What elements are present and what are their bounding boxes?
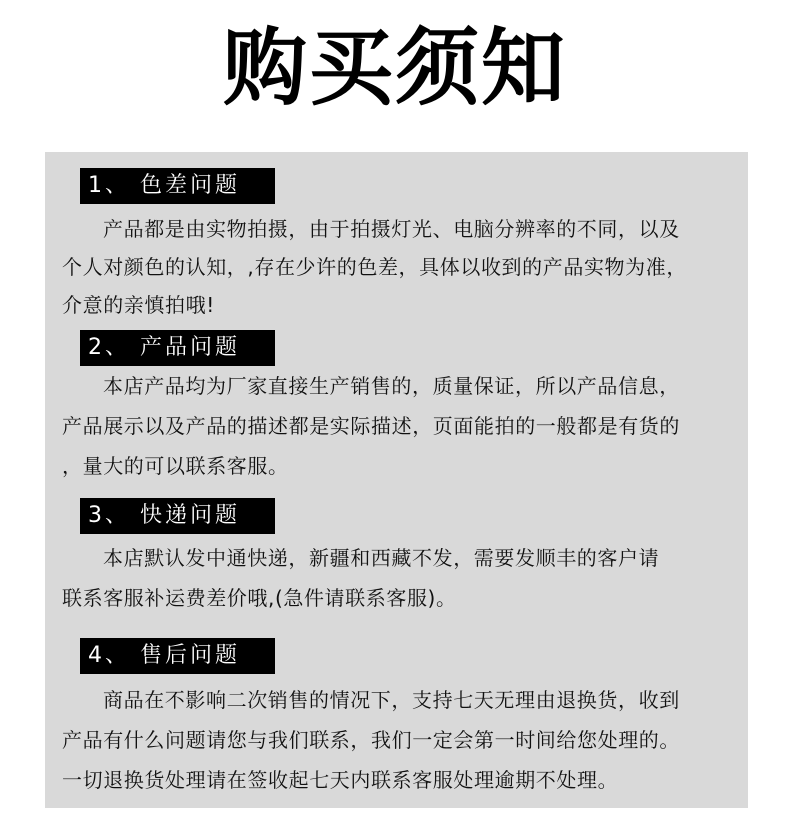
paragraph-line: 本店默认发中通快递，新疆和西藏不发，需要发顺丰的客户请 bbox=[103, 546, 660, 570]
section-label-product: 2、 产品问题 bbox=[80, 330, 275, 366]
section-label-color-difference: 1、 色差问题 bbox=[80, 168, 275, 204]
paragraph-line: 本店产品均为厂家直接生产销售的，质量保证，所以产品信息， bbox=[103, 374, 680, 398]
section-paragraph-color-difference bbox=[62, 210, 742, 324]
paragraph-line: 产品有什么问题请您与我们联系，我们一定会第一时间给您处理的。 bbox=[62, 728, 680, 752]
paragraph-line: 介意的亲慎拍哦! bbox=[62, 293, 215, 317]
section-label-shipping: 3、 快递问题 bbox=[80, 498, 275, 534]
section-label-after-sales: 4、 售后问题 bbox=[80, 638, 275, 674]
paragraph-line: 商品在不影响二次销售的情况下，支持七天无理由退换货，收到 bbox=[103, 688, 680, 712]
paragraph-line: 产品展示以及产品的描述都是实际描述，页面能拍的一般都是有货的 bbox=[62, 414, 680, 438]
paragraph-line: 联系客服补运费差价哦,(急件请联系客服)。 bbox=[62, 586, 457, 610]
paragraph-line: 个人对颜色的认知，,存在少许的色差，具体以收到的产品实物为准， bbox=[62, 255, 687, 279]
paragraph-line: 产品都是由实物拍摄，由于拍摄灯光、电脑分辨率的不同，以及 bbox=[103, 217, 680, 241]
paragraph-line: ，量大的可以联系客服。 bbox=[62, 454, 289, 478]
section-paragraph-product bbox=[62, 366, 742, 486]
section-paragraph-after-sales bbox=[62, 680, 742, 800]
section-paragraph-shipping bbox=[62, 538, 742, 618]
paragraph-line: 一切退换货处理请在签收起七天内联系客服处理逾期不处理。 bbox=[62, 768, 619, 792]
page-title: 购买须知 bbox=[222, 19, 567, 117]
